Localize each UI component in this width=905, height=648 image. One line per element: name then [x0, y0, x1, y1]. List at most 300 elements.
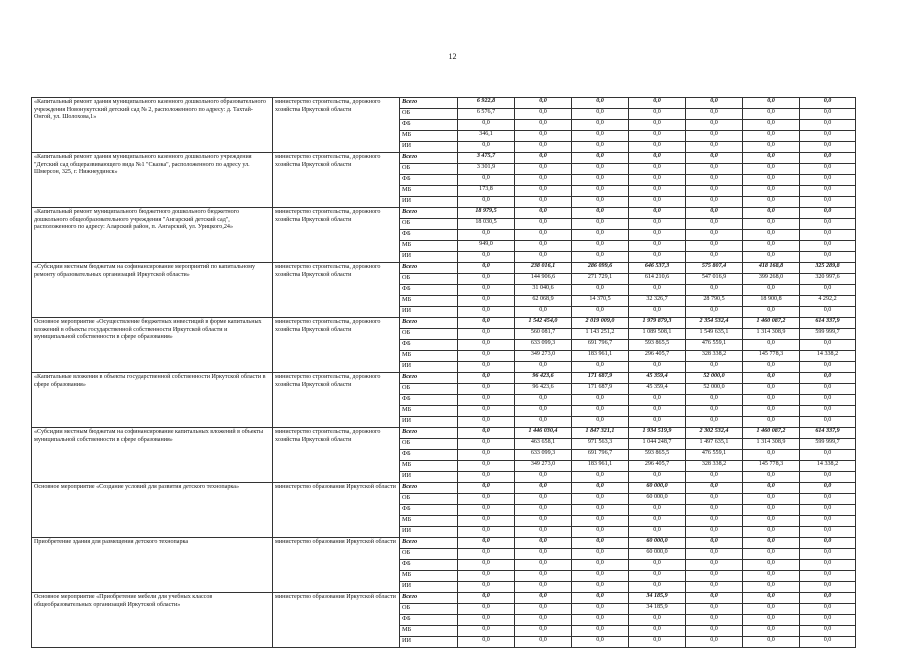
measure-description: «Капитальные вложения в объекты государственной собственности Иркутской области в сфере образования»: [32, 373, 273, 428]
amount-cell: 0,0: [743, 109, 800, 120]
funding-source: ОБ: [400, 549, 458, 560]
amount-cell: 0,0: [800, 131, 856, 142]
funding-source: МБ: [400, 241, 458, 252]
funding-source: ФБ: [400, 230, 458, 241]
amount-cell: 0,0: [572, 560, 629, 571]
amount-cell: 0,0: [743, 505, 800, 516]
amount-cell: 0,0: [458, 593, 515, 604]
amount-cell: 0,0: [629, 637, 686, 648]
amount-cell: 0,0: [515, 560, 572, 571]
amount-cell: 0,0: [458, 637, 515, 648]
amount-cell: 1 979 879,3: [629, 318, 686, 329]
funding-source: МБ: [400, 571, 458, 582]
responsible-executor: министерство строительства, дорожного хозяйства Иркутской области: [273, 263, 400, 318]
amount-cell: 0,0: [743, 384, 800, 395]
amount-cell: 0,0: [686, 219, 743, 230]
amount-cell: 0,0: [572, 175, 629, 186]
amount-cell: 3 301,9: [458, 164, 515, 175]
amount-cell: 599 999,7: [800, 329, 856, 340]
amount-cell: 0,0: [572, 615, 629, 626]
measure-description: Основное мероприятие «Осуществление бюджетных инвестиций в форме капитальных вложений в объекты государственной собственности Иркутской области и муниципальной собственности в сфере образования»: [32, 318, 273, 373]
funding-source: ИИ: [400, 582, 458, 593]
amount-cell: 0,0: [686, 406, 743, 417]
amount-cell: 0,0: [515, 516, 572, 527]
amount-cell: 0,0: [515, 406, 572, 417]
amount-cell: 0,0: [686, 417, 743, 428]
amount-cell: 971 563,3: [572, 439, 629, 450]
amount-cell: 0,0: [629, 395, 686, 406]
amount-cell: 0,0: [458, 351, 515, 362]
amount-cell: 0,0: [686, 186, 743, 197]
amount-cell: 0,0: [458, 384, 515, 395]
responsible-executor: министерство образования Иркутской области: [273, 538, 400, 593]
amount-cell: 0,0: [572, 626, 629, 637]
funding-source: ФБ: [400, 285, 458, 296]
amount-cell: 614 210,6: [629, 274, 686, 285]
amount-cell: 0,0: [629, 230, 686, 241]
measure-description: Основное мероприятие «Создание условий для развития детского технопарка»: [32, 483, 273, 538]
amount-cell: 0,0: [800, 494, 856, 505]
amount-cell: 173,8: [458, 186, 515, 197]
amount-cell: 0,0: [572, 197, 629, 208]
funding-source: ИИ: [400, 197, 458, 208]
funding-source: Всего: [400, 428, 458, 439]
amount-cell: 60 000,0: [629, 538, 686, 549]
amount-cell: 0,0: [800, 615, 856, 626]
amount-cell: 0,0: [800, 516, 856, 527]
amount-cell: 0,0: [743, 549, 800, 560]
amount-cell: 0,0: [515, 164, 572, 175]
amount-cell: 0,0: [800, 373, 856, 384]
amount-cell: 0,0: [458, 538, 515, 549]
funding-source: ОБ: [400, 219, 458, 230]
amount-cell: 0,0: [515, 604, 572, 615]
amount-cell: 0,0: [458, 461, 515, 472]
amount-cell: 325 289,8: [800, 263, 856, 274]
amount-cell: 0,0: [743, 494, 800, 505]
amount-cell: 0,0: [572, 516, 629, 527]
amount-cell: 0,0: [686, 604, 743, 615]
amount-cell: 0,0: [515, 593, 572, 604]
amount-cell: 0,0: [572, 307, 629, 318]
amount-cell: 0,0: [743, 406, 800, 417]
funding-source: ОБ: [400, 439, 458, 450]
amount-cell: 0,0: [515, 571, 572, 582]
amount-cell: 0,0: [458, 120, 515, 131]
amount-cell: 0,0: [686, 307, 743, 318]
amount-cell: 0,0: [743, 593, 800, 604]
amount-cell: 614 337,9: [800, 318, 856, 329]
funding-source: ФБ: [400, 450, 458, 461]
amount-cell: 0,0: [458, 263, 515, 274]
amount-cell: 0,0: [686, 208, 743, 219]
responsible-executor: министерство образования Иркутской области: [273, 483, 400, 538]
funding-source: Всего: [400, 263, 458, 274]
amount-cell: 0,0: [743, 340, 800, 351]
amount-cell: 0,0: [743, 472, 800, 483]
amount-cell: 0,0: [800, 175, 856, 186]
amount-cell: 144 906,6: [515, 274, 572, 285]
amount-cell: 0,0: [458, 362, 515, 373]
amount-cell: 0,0: [743, 373, 800, 384]
amount-cell: 0,0: [800, 593, 856, 604]
amount-cell: 0,0: [629, 626, 686, 637]
funding-source: МБ: [400, 131, 458, 142]
funding-source: Всего: [400, 538, 458, 549]
amount-cell: 296 405,7: [629, 351, 686, 362]
amount-cell: 14 338,2: [800, 351, 856, 362]
amount-cell: 0,0: [629, 472, 686, 483]
amount-cell: 691 796,7: [572, 340, 629, 351]
amount-cell: 0,0: [629, 560, 686, 571]
amount-cell: 0,0: [458, 252, 515, 263]
amount-cell: 949,0: [458, 241, 515, 252]
amount-cell: 145 778,3: [743, 351, 800, 362]
amount-cell: 60 000,0: [629, 494, 686, 505]
table-row: [32, 483, 856, 494]
amount-cell: 593 865,5: [629, 450, 686, 461]
amount-cell: 0,0: [629, 153, 686, 164]
amount-cell: 0,0: [458, 340, 515, 351]
funding-source: ИИ: [400, 417, 458, 428]
amount-cell: 0,0: [743, 538, 800, 549]
amount-cell: 0,0: [629, 417, 686, 428]
amount-cell: 0,0: [743, 417, 800, 428]
amount-cell: 0,0: [800, 120, 856, 131]
table-row: [32, 153, 856, 164]
amount-cell: 0,0: [629, 505, 686, 516]
funding-source: МБ: [400, 186, 458, 197]
amount-cell: 0,0: [800, 395, 856, 406]
amount-cell: 2 354 532,4: [686, 318, 743, 329]
amount-cell: 614 337,9: [800, 428, 856, 439]
amount-cell: 0,0: [743, 307, 800, 318]
amount-cell: 476 559,1: [686, 450, 743, 461]
amount-cell: 14 338,2: [800, 461, 856, 472]
amount-cell: 0,0: [743, 131, 800, 142]
amount-cell: 0,0: [686, 241, 743, 252]
amount-cell: 0,0: [458, 274, 515, 285]
amount-cell: 0,0: [572, 527, 629, 538]
amount-cell: 34 185,9: [629, 604, 686, 615]
amount-cell: 0,0: [458, 483, 515, 494]
amount-cell: 0,0: [572, 109, 629, 120]
amount-cell: 0,0: [743, 197, 800, 208]
amount-cell: 183 961,1: [572, 461, 629, 472]
amount-cell: 0,0: [458, 439, 515, 450]
funding-source: Всего: [400, 208, 458, 219]
amount-cell: 0,0: [743, 186, 800, 197]
amount-cell: 0,0: [686, 483, 743, 494]
amount-cell: 0,0: [743, 516, 800, 527]
amount-cell: 62 068,9: [515, 296, 572, 307]
amount-cell: 0,0: [800, 197, 856, 208]
amount-cell: 0,0: [458, 406, 515, 417]
amount-cell: 0,0: [515, 582, 572, 593]
amount-cell: 0,0: [629, 109, 686, 120]
measure-description: Приобретение здания для размещения детского технопарка: [32, 538, 273, 593]
amount-cell: 0,0: [686, 175, 743, 186]
funding-source: МБ: [400, 351, 458, 362]
amount-cell: 0,0: [800, 164, 856, 175]
amount-cell: 0,0: [743, 626, 800, 637]
amount-cell: 0,0: [800, 560, 856, 571]
amount-cell: 346,1: [458, 131, 515, 142]
amount-cell: 0,0: [629, 208, 686, 219]
amount-cell: 349 273,0: [515, 351, 572, 362]
amount-cell: 0,0: [629, 186, 686, 197]
amount-cell: 0,0: [800, 604, 856, 615]
amount-cell: 0,0: [800, 98, 856, 109]
amount-cell: 328 338,2: [686, 461, 743, 472]
amount-cell: 0,0: [629, 164, 686, 175]
amount-cell: 238 016,1: [515, 263, 572, 274]
amount-cell: 0,0: [515, 505, 572, 516]
amount-cell: 0,0: [743, 252, 800, 263]
amount-cell: 0,0: [800, 153, 856, 164]
amount-cell: 0,0: [572, 153, 629, 164]
amount-cell: 0,0: [515, 230, 572, 241]
measure-description: «Капитальный ремонт муниципального бюджетного дошкольного бюджетного дошкольного общеобразовательного учреждения "Ангарский детский сад", расположенного по адресу: Аларский район, п. Ангарский, ул. Урицкого,24»: [32, 208, 273, 263]
funding-source: ИИ: [400, 637, 458, 648]
funding-source: МБ: [400, 406, 458, 417]
responsible-executor: министерство строительства, дорожного хозяйства Иркутской области: [273, 208, 400, 263]
amount-cell: 0,0: [800, 109, 856, 120]
amount-cell: 0,0: [800, 186, 856, 197]
amount-cell: 593 865,5: [629, 340, 686, 351]
amount-cell: 0,0: [800, 450, 856, 461]
amount-cell: 0,0: [629, 120, 686, 131]
table-row: [32, 98, 856, 109]
amount-cell: 0,0: [686, 472, 743, 483]
amount-cell: 0,0: [515, 549, 572, 560]
amount-cell: 0,0: [458, 472, 515, 483]
amount-cell: 0,0: [515, 98, 572, 109]
budget-table: [31, 97, 856, 648]
amount-cell: 0,0: [458, 571, 515, 582]
amount-cell: 0,0: [686, 527, 743, 538]
amount-cell: 34 185,9: [629, 593, 686, 604]
amount-cell: 0,0: [686, 615, 743, 626]
measure-description: Основное мероприятие «Приобретение мебели для учебных классов общеобразовательных организаций Иркутской области»: [32, 593, 273, 648]
amount-cell: 0,0: [743, 142, 800, 153]
amount-cell: 0,0: [743, 571, 800, 582]
amount-cell: 0,0: [458, 373, 515, 384]
amount-cell: 0,0: [743, 153, 800, 164]
amount-cell: 171 687,9: [572, 373, 629, 384]
amount-cell: 418 168,8: [743, 263, 800, 274]
amount-cell: 60 000,0: [629, 483, 686, 494]
amount-cell: 0,0: [572, 285, 629, 296]
amount-cell: 0,0: [629, 571, 686, 582]
amount-cell: 0,0: [572, 98, 629, 109]
amount-cell: 0,0: [629, 307, 686, 318]
amount-cell: 1 314 308,9: [743, 329, 800, 340]
amount-cell: 60 000,0: [629, 549, 686, 560]
amount-cell: 1 549 635,1: [686, 329, 743, 340]
amount-cell: 0,0: [629, 197, 686, 208]
amount-cell: 0,0: [572, 142, 629, 153]
amount-cell: 183 961,1: [572, 351, 629, 362]
amount-cell: 0,0: [800, 384, 856, 395]
responsible-executor: министерство строительства, дорожного хозяйства Иркутской области: [273, 318, 400, 373]
amount-cell: 0,0: [800, 208, 856, 219]
amount-cell: 0,0: [800, 538, 856, 549]
amount-cell: 6 576,7: [458, 109, 515, 120]
amount-cell: 0,0: [572, 406, 629, 417]
amount-cell: 0,0: [515, 417, 572, 428]
amount-cell: 0,0: [743, 164, 800, 175]
amount-cell: 0,0: [800, 285, 856, 296]
amount-cell: 0,0: [458, 626, 515, 637]
amount-cell: 0,0: [800, 241, 856, 252]
amount-cell: 3 475,7: [458, 153, 515, 164]
amount-cell: 0,0: [572, 538, 629, 549]
funding-source: ОБ: [400, 164, 458, 175]
table-row: [32, 593, 856, 604]
amount-cell: 0,0: [800, 406, 856, 417]
amount-cell: 0,0: [686, 98, 743, 109]
amount-cell: 0,0: [686, 395, 743, 406]
amount-cell: 0,0: [515, 527, 572, 538]
amount-cell: 0,0: [458, 307, 515, 318]
amount-cell: 0,0: [458, 615, 515, 626]
amount-cell: 0,0: [743, 241, 800, 252]
amount-cell: 0,0: [629, 219, 686, 230]
amount-cell: 1 460 087,2: [743, 318, 800, 329]
amount-cell: 0,0: [572, 252, 629, 263]
amount-cell: 0,0: [572, 483, 629, 494]
amount-cell: 31 040,6: [515, 285, 572, 296]
amount-cell: 0,0: [686, 285, 743, 296]
amount-cell: 328 338,2: [686, 351, 743, 362]
amount-cell: 0,0: [800, 483, 856, 494]
amount-cell: 0,0: [743, 560, 800, 571]
amount-cell: 0,0: [800, 219, 856, 230]
funding-source: ФБ: [400, 505, 458, 516]
amount-cell: 0,0: [515, 615, 572, 626]
amount-cell: 0,0: [743, 120, 800, 131]
amount-cell: 0,0: [743, 615, 800, 626]
funding-source: МБ: [400, 461, 458, 472]
amount-cell: 0,0: [800, 505, 856, 516]
amount-cell: 0,0: [458, 604, 515, 615]
amount-cell: 0,0: [686, 571, 743, 582]
amount-cell: 0,0: [800, 252, 856, 263]
measure-description: «Капитальный ремонт здания муниципального казенного дошкольного учреждения "Детский сад общеразвивающего вида №1 "Сказка", расположенного по адресу ул. Шмерсон, 325, г. Нижнеудинск»: [32, 153, 273, 208]
amount-cell: 0,0: [458, 329, 515, 340]
amount-cell: 0,0: [629, 142, 686, 153]
funding-source: ОБ: [400, 274, 458, 285]
amount-cell: 0,0: [458, 395, 515, 406]
amount-cell: 0,0: [458, 450, 515, 461]
amount-cell: 14 370,5: [572, 296, 629, 307]
amount-cell: 0,0: [800, 230, 856, 241]
funding-source: ИИ: [400, 472, 458, 483]
amount-cell: 575 807,4: [686, 263, 743, 274]
amount-cell: 0,0: [572, 241, 629, 252]
amount-cell: 0,0: [686, 131, 743, 142]
amount-cell: 0,0: [629, 516, 686, 527]
amount-cell: 0,0: [686, 593, 743, 604]
responsible-executor: министерство строительства, дорожного хозяйства Иркутской области: [273, 98, 400, 153]
amount-cell: 547 016,9: [686, 274, 743, 285]
amount-cell: 0,0: [572, 208, 629, 219]
amount-cell: 0,0: [686, 164, 743, 175]
amount-cell: 0,0: [800, 549, 856, 560]
amount-cell: 0,0: [800, 527, 856, 538]
amount-cell: 0,0: [686, 142, 743, 153]
amount-cell: 0,0: [800, 307, 856, 318]
amount-cell: 0,0: [629, 285, 686, 296]
amount-cell: 0,0: [629, 406, 686, 417]
amount-cell: 52 000,0: [686, 384, 743, 395]
amount-cell: 0,0: [515, 307, 572, 318]
amount-cell: 0,0: [743, 175, 800, 186]
measure-description: «Субсидии местным бюджетам на софинансирование капитальных вложений в объекты муниципальной собственности в сфере образования»: [32, 428, 273, 483]
amount-cell: 0,0: [572, 549, 629, 560]
funding-source: ИИ: [400, 362, 458, 373]
funding-source: ОБ: [400, 604, 458, 615]
amount-cell: 0,0: [458, 428, 515, 439]
amount-cell: 0,0: [515, 395, 572, 406]
funding-source: МБ: [400, 626, 458, 637]
amount-cell: 0,0: [800, 472, 856, 483]
amount-cell: 0,0: [686, 252, 743, 263]
amount-cell: 0,0: [572, 186, 629, 197]
amount-cell: 96 423,6: [515, 384, 572, 395]
amount-cell: 271 729,1: [572, 274, 629, 285]
amount-cell: 0,0: [686, 494, 743, 505]
amount-cell: 0,0: [515, 219, 572, 230]
amount-cell: 0,0: [629, 362, 686, 373]
amount-cell: 0,0: [572, 219, 629, 230]
funding-source: Всего: [400, 153, 458, 164]
amount-cell: 0,0: [686, 505, 743, 516]
funding-source: ИИ: [400, 307, 458, 318]
amount-cell: 0,0: [800, 626, 856, 637]
amount-cell: 2 019 009,0: [572, 318, 629, 329]
amount-cell: 1 446 030,4: [515, 428, 572, 439]
amount-cell: 1 089 508,1: [629, 329, 686, 340]
amount-cell: 171 687,9: [572, 384, 629, 395]
amount-cell: 0,0: [515, 208, 572, 219]
amount-cell: 476 559,1: [686, 340, 743, 351]
page-number: 12: [448, 52, 457, 61]
amount-cell: 0,0: [515, 637, 572, 648]
amount-cell: 646 537,3: [629, 263, 686, 274]
amount-cell: 0,0: [743, 637, 800, 648]
table-row: [32, 208, 856, 219]
funding-source: Всего: [400, 483, 458, 494]
funding-source: Всего: [400, 318, 458, 329]
amount-cell: 0,0: [515, 626, 572, 637]
amount-cell: 296 405,7: [629, 461, 686, 472]
amount-cell: 0,0: [572, 637, 629, 648]
responsible-executor: министерство строительства, дорожного хозяйства Иркутской области: [273, 153, 400, 208]
amount-cell: 0,0: [515, 109, 572, 120]
funding-source: ФБ: [400, 120, 458, 131]
amount-cell: 1 143 251,2: [572, 329, 629, 340]
amount-cell: 0,0: [629, 241, 686, 252]
amount-cell: 52 000,0: [686, 373, 743, 384]
amount-cell: 0,0: [458, 549, 515, 560]
amount-cell: 0,0: [743, 395, 800, 406]
amount-cell: 0,0: [686, 626, 743, 637]
amount-cell: 2 302 532,4: [686, 428, 743, 439]
amount-cell: 1 934 519,9: [629, 428, 686, 439]
amount-cell: 0,0: [629, 615, 686, 626]
